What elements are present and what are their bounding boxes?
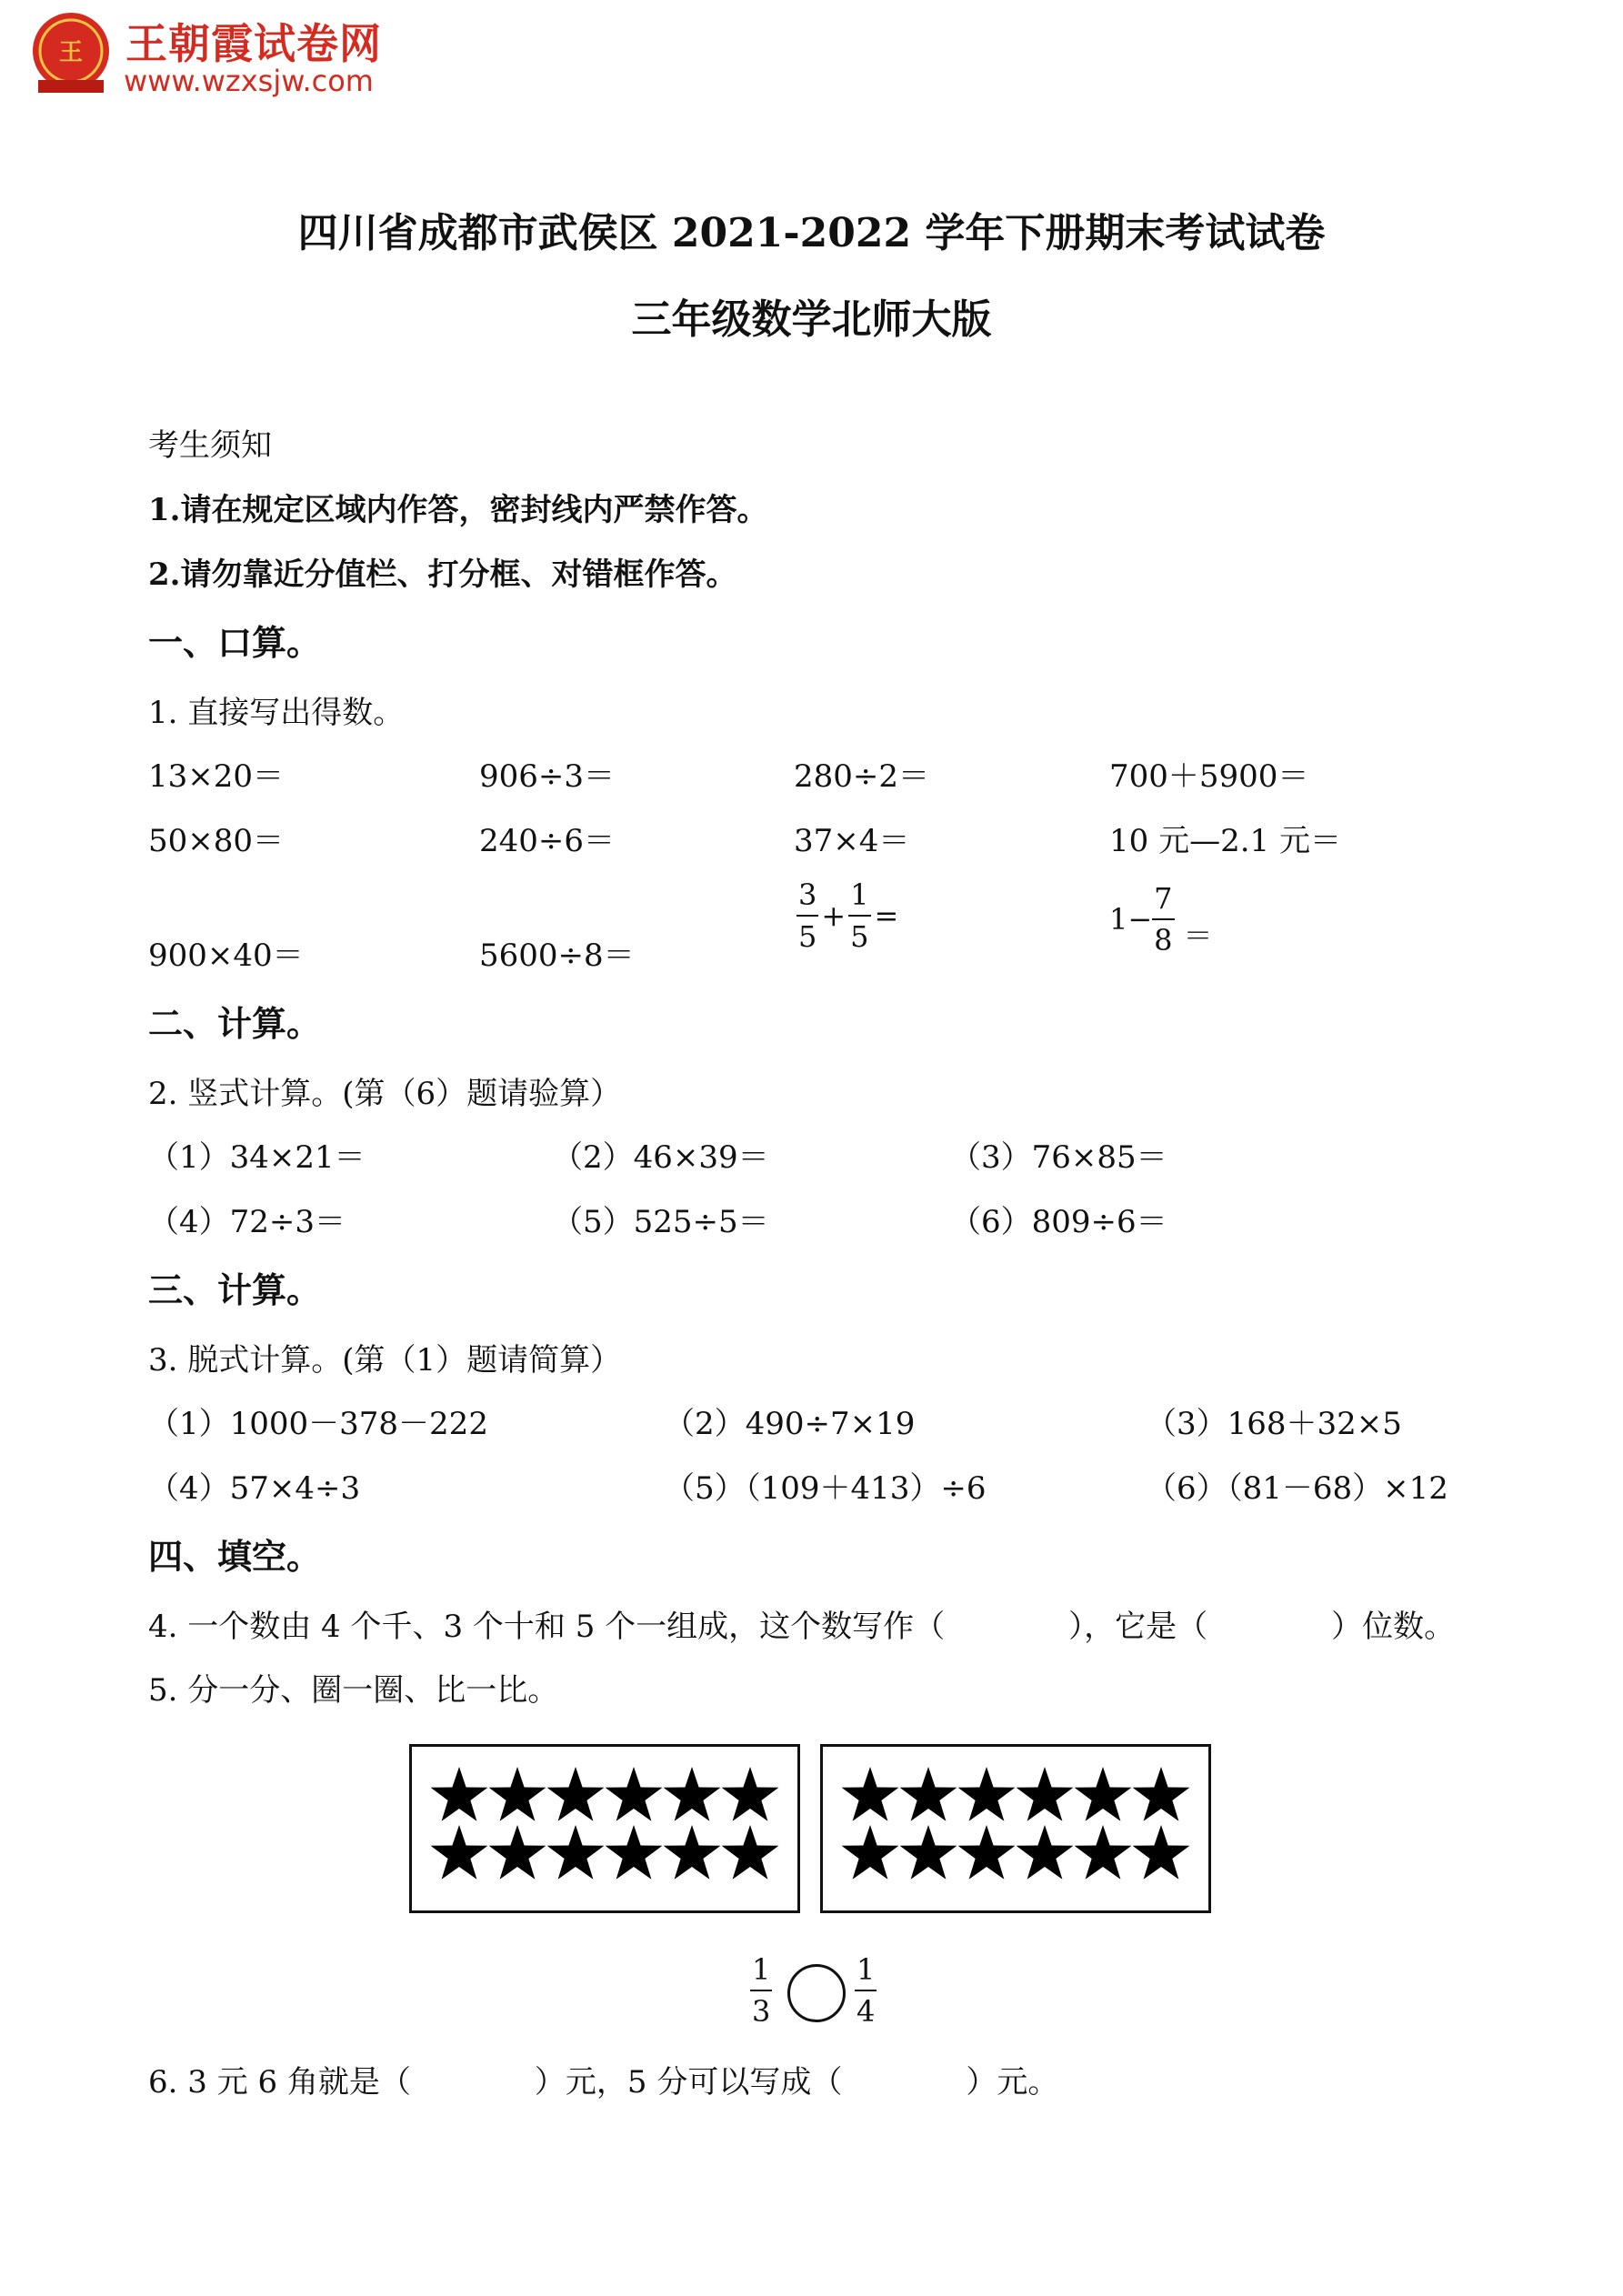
star-icon (664, 1825, 721, 1880)
star-icon (900, 1825, 957, 1880)
oral-calc-item: 13×20＝ (148, 758, 285, 795)
notice-heading: 考生须知 (148, 427, 272, 464)
star-icon (900, 1767, 957, 1821)
question-1: 1. 直接写出得数。 (148, 695, 405, 731)
vertical-calc-item: （1）34×21＝ (148, 1139, 366, 1176)
oral-calc-item: 5600÷8＝ (479, 937, 635, 974)
exam-subtitle: 三年级数学北师大版 (631, 296, 992, 343)
stars-right (823, 1747, 1208, 1910)
star-icon (664, 1767, 721, 1821)
star-icon (958, 1767, 1016, 1821)
oral-calc-item: 900×40＝ (148, 937, 304, 974)
question-4: 4. 一个数由 4 个千、3 个十和 5 个一组成，这个数写作（ ），它是（ ）位数。 (148, 1609, 1456, 1645)
oral-calc-item: 906÷3＝ (479, 758, 616, 795)
star-icon (842, 1825, 899, 1880)
exam-title: 四川省成都市武侯区 2021-2022 学年下册期末考试试卷 (297, 210, 1326, 256)
star-icon (606, 1825, 663, 1880)
stepwise-calc-item: （4）57×4÷3 (148, 1470, 361, 1507)
notice-item-2: 2.请勿靠近分值栏、打分框、对错框作答。 (148, 556, 737, 593)
star-icon (722, 1825, 779, 1880)
svg-text:王: 王 (58, 39, 84, 66)
star-icon (606, 1767, 663, 1821)
section-4-heading: 四、填空。 (148, 1536, 322, 1577)
star-icon (722, 1767, 779, 1821)
vertical-calc-item: （4）72÷3＝ (148, 1204, 346, 1240)
star-icon (431, 1767, 488, 1821)
star-icon (1133, 1825, 1190, 1880)
fraction: $\frac{1}{5}$ (850, 877, 869, 954)
site-logo (25, 7, 407, 107)
vertical-calc-item: （3）76×85＝ (950, 1139, 1167, 1176)
star-icon (1133, 1767, 1190, 1821)
star-icon (547, 1825, 605, 1880)
stepwise-calc-item: （5）（109＋413）÷6 (664, 1470, 987, 1507)
logo-url: www.wzxsjw.com (124, 64, 374, 98)
compare-circle[interactable] (787, 1964, 846, 2022)
star-box-left (409, 1744, 800, 1913)
question-5: 5. 分一分、圈一圈、比一比。 (148, 1672, 559, 1709)
star-icon (1075, 1767, 1132, 1821)
section-3-heading: 三、计算。 (148, 1269, 322, 1310)
seal-icon (25, 7, 116, 98)
vertical-calc-item: （5）525÷5＝ (552, 1204, 769, 1240)
oral-calc-item: 37×4＝ (794, 823, 910, 859)
fraction-right: $\frac{1}{4}$ (857, 1952, 876, 2029)
stars-left (412, 1747, 797, 1910)
stepwise-calc-item: （6）（81－68）×12 (1146, 1470, 1448, 1507)
fraction: $\frac{7}{8}$ (1154, 881, 1173, 958)
star-icon (1075, 1825, 1132, 1880)
oral-calc-item: 240÷6＝ (479, 823, 616, 859)
oral-calc-item: 50×80＝ (148, 823, 285, 859)
stepwise-calc-item: （1）1000－378－222 (148, 1406, 488, 1442)
vertical-calc-item: （2）46×39＝ (552, 1139, 769, 1176)
vertical-calc-item: （6）809÷6＝ (950, 1204, 1167, 1240)
star-box-right (820, 1744, 1211, 1913)
oral-calc-item: 700＋5900＝ (1109, 758, 1309, 795)
question-2: 2. 竖式计算。(第（6）题请验算） (148, 1076, 622, 1112)
star-icon (431, 1825, 488, 1880)
notice-item-1: 1.请在规定区域内作答，密封线内严禁作答。 (148, 492, 768, 528)
star-icon (547, 1767, 605, 1821)
star-icon (1017, 1825, 1074, 1880)
oral-calc-item: 280÷2＝ (794, 758, 930, 795)
question-3: 3. 脱式计算。(第（1）题请简算） (148, 1342, 622, 1379)
question-6: 6. 3 元 6 角就是（ ）元，5 分可以写成（ ）元。 (148, 2064, 1059, 2100)
star-icon (489, 1825, 546, 1880)
logo-name: 王朝霞试卷网 (125, 19, 382, 68)
star-icon (489, 1767, 546, 1821)
fraction-sum-item: $\frac{3}{5}$ + $\frac{1}{5}$ = (798, 877, 899, 954)
stepwise-calc-item: （3）168＋32×5 (1146, 1406, 1402, 1442)
star-icon (1017, 1767, 1074, 1821)
stepwise-calc-item: （2）490÷7×19 (664, 1406, 916, 1442)
section-1-heading: 一、口算。 (148, 622, 322, 663)
oral-calc-item: 10 元—2.1 元＝ (1109, 823, 1341, 859)
star-icon (842, 1767, 899, 1821)
fraction: $\frac{3}{5}$ (798, 877, 817, 954)
section-2-heading: 二、计算。 (148, 1003, 322, 1044)
fraction-left: $\frac{1}{3}$ (752, 1952, 771, 2029)
star-icon (958, 1825, 1016, 1880)
fraction-diff-item: 1− $\frac{7}{8}$ ＝ (1109, 881, 1213, 958)
